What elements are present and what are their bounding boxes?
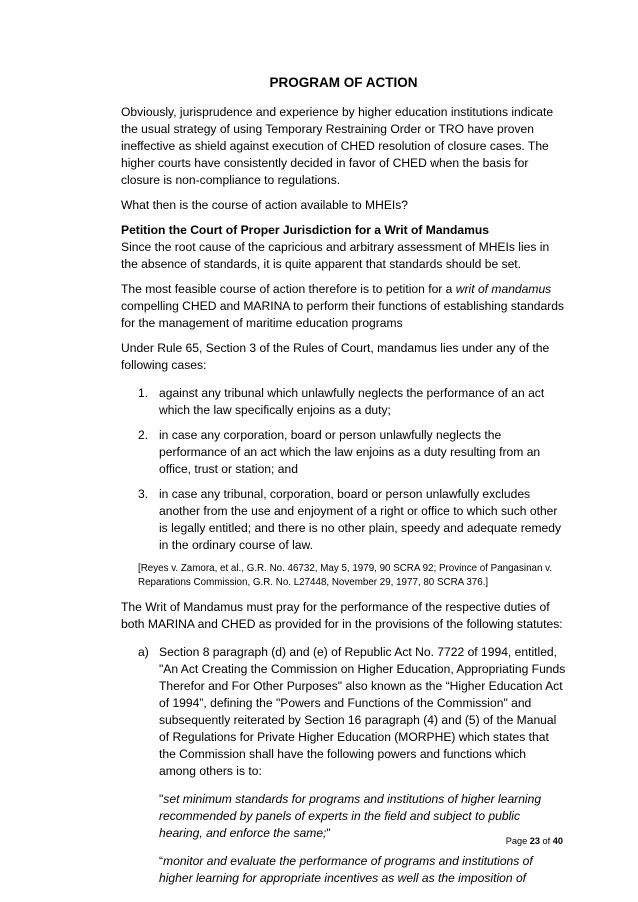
quote-text: set minimum standards for programs and institutions of higher learning recommended by panels of experts in the field and subject to public hearing, and enforce the same; xyxy=(159,792,542,840)
statute-item xyxy=(121,644,566,780)
list-marker: 2. xyxy=(138,428,149,442)
list-item-text: in case any tribunal, corporation, board or person unlawfully excludes another from the use and enjoyment of a right or office to which such other is legally entitled; and there is no other plain, speedy and adequate remedy in the ordinary course of law. xyxy=(159,487,562,552)
feasible-paragraph xyxy=(121,281,566,332)
statute-text: Section 8 paragraph (d) and (e) of Republic Act No. 7722 of 1994, entitled, "An Act Creating the Commission on Higher Education, Appropriating Funds Therefor and For Other Purposes" also known as the “Higher Education Act of 1994”, defining the "Powers and Functions of the Commission" and subsequently reiterated by Section 16 paragraph (4) and (5) of the Manual of Regulations for Private Higher Education (MORPHE) which states that the Commission shall have the following powers and functions which among others is to: xyxy=(159,645,566,778)
quote-open-mark: “ xyxy=(159,854,164,868)
footer-of-word: of xyxy=(539,836,553,846)
page-title: PROGRAM OF ACTION xyxy=(269,75,418,90)
page-footer xyxy=(506,836,563,846)
footer-total-pages: 40 xyxy=(552,836,563,846)
list-marker: 3. xyxy=(138,487,149,501)
writ-paragraph: The Writ of Mandamus must pray for the performance of the respective duties of both MARINA and CHED as provided for in the provisions of the following statutes: xyxy=(121,600,563,631)
case-citation: [Reyes v. Zamora, et al., G.R. No. 46732, May 5, 1979, 90 SCRA 92; Province of Pangasinan v. Reparations Commission, G.R. No. L27448, November 29, 1977, 80 SCRA 376.] xyxy=(138,563,553,588)
list-item xyxy=(121,385,566,419)
footer-page-number: 23 xyxy=(529,836,540,846)
quote-monitor xyxy=(121,853,566,887)
list-item xyxy=(121,486,566,554)
statute-marker: a) xyxy=(138,645,149,659)
feasible-text-after: compelling CHED and MARINA to perform their functions of establishing standards for the management of maritime education programs xyxy=(121,299,564,330)
list-item-text: in case any corporation, board or person unlawfully neglects the performance of an act which the law enjoins as a duty resulting from an office, trust or station; and xyxy=(159,428,541,476)
cases-list xyxy=(121,385,566,554)
list-item-text: against any tribunal which unlawfully neglects the performance of an act which the law specifically enjoins as a duty; xyxy=(159,386,545,417)
section-heading: Petition the Court of Proper Jurisdiction for a Writ of Mandamus xyxy=(121,223,489,237)
section-block xyxy=(121,222,566,273)
quote-text: monitor and evaluate the performance of programs and institutions of higher learning for appropriate incentives as well as the imposition of xyxy=(159,854,533,885)
intro-paragraph: Obviously, jurisprudence and experience by higher education institutions indicate the usual strategy of using Temporary Restraining Order or TRO have proven ineffective as shield against execution of CHED resolution of closure cases. The higher courts have consistently decided in favor of CHED when the basis for closure is non-compliance to regulations. xyxy=(121,105,554,187)
feasible-text-before: The most feasible course of action therefore is to petition for a xyxy=(121,282,456,296)
section-body: Since the root cause of the capricious and arbitrary assessment of MHEIs lies in the absence of standards, it is quite apparent that standards should be set. xyxy=(121,240,550,271)
list-marker: 1. xyxy=(138,386,149,400)
feasible-emphasis: writ of mandamus xyxy=(455,282,552,296)
rule-intro-paragraph: Under Rule 65, Section 3 of the Rules of Court, mandamus lies under any of the following cases: xyxy=(121,341,550,372)
footer-page-word: Page xyxy=(505,836,530,846)
list-item xyxy=(121,427,566,478)
quote-open-mark: " xyxy=(159,792,164,806)
quote-close-mark: " xyxy=(326,826,331,840)
quote-standards xyxy=(121,791,566,842)
question-paragraph: What then is the course of action available to MHEIs? xyxy=(121,198,409,212)
document-body xyxy=(121,74,566,895)
